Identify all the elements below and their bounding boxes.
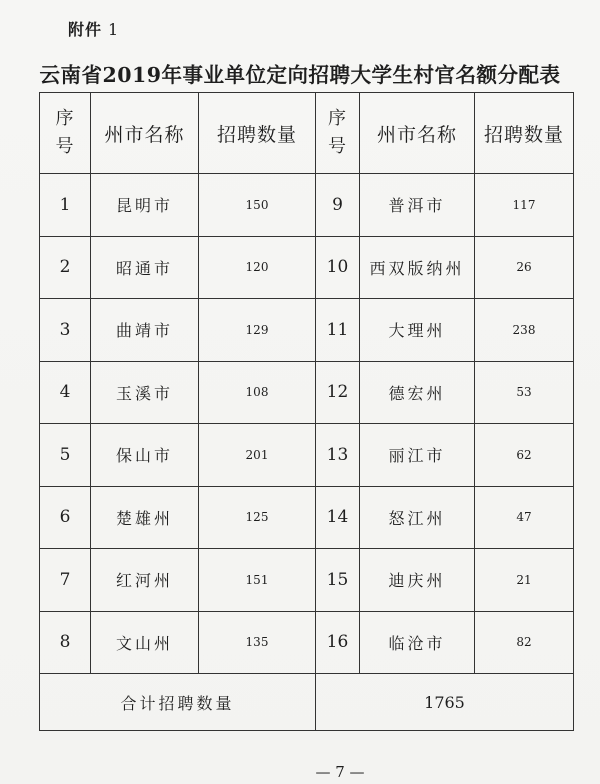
table-row	[40, 486, 574, 549]
row-city-left: 昭通市	[91, 236, 199, 299]
row-city-right: 丽江市	[360, 424, 475, 487]
row-seq-right: 13	[316, 424, 360, 487]
quota-table	[39, 92, 574, 731]
header-count-left: 招聘数量	[199, 93, 316, 174]
attachment-number: 1	[108, 20, 120, 39]
row-seq-left: 6	[40, 486, 91, 549]
row-seq-right: 15	[316, 549, 360, 612]
row-city-left: 保山市	[91, 424, 199, 487]
row-city-left: 昆明市	[91, 174, 199, 237]
row-count-left: 151	[199, 549, 316, 612]
row-count-right: 53	[475, 361, 574, 424]
table-row	[40, 299, 574, 362]
row-count-right: 62	[475, 424, 574, 487]
total-value: 1765	[316, 674, 574, 731]
row-seq-left: 3	[40, 299, 91, 362]
row-count-left: 135	[199, 611, 316, 674]
page-number: — 7 —	[315, 763, 365, 781]
row-seq-right: 14	[316, 486, 360, 549]
row-count-left: 129	[199, 299, 316, 362]
row-city-left: 红河州	[91, 549, 199, 612]
row-count-left: 120	[199, 236, 316, 299]
table-row	[40, 236, 574, 299]
row-count-right: 21	[475, 549, 574, 612]
row-seq-right: 16	[316, 611, 360, 674]
attachment-text: 附件	[68, 20, 103, 39]
header-city-left: 州市名称	[91, 93, 199, 174]
row-city-left: 文山州	[91, 611, 199, 674]
row-seq-right: 12	[316, 361, 360, 424]
row-count-right: 117	[475, 174, 574, 237]
header-seq-left: 序 号	[40, 93, 91, 174]
row-seq-left: 7	[40, 549, 91, 612]
row-seq-left: 8	[40, 611, 91, 674]
table-row	[40, 549, 574, 612]
row-city-right: 德宏州	[360, 361, 475, 424]
row-city-left: 曲靖市	[91, 299, 199, 362]
row-count-right: 26	[475, 236, 574, 299]
total-row	[40, 674, 574, 731]
row-city-right: 迪庆州	[360, 549, 475, 612]
row-city-left: 玉溪市	[91, 361, 199, 424]
row-city-right: 普洱市	[360, 174, 475, 237]
table-row	[40, 361, 574, 424]
row-count-left: 125	[199, 486, 316, 549]
row-seq-right: 10	[316, 236, 360, 299]
row-city-right: 怒江州	[360, 486, 475, 549]
row-city-left: 楚雄州	[91, 486, 199, 549]
row-count-right: 238	[475, 299, 574, 362]
row-city-right: 临沧市	[360, 611, 475, 674]
header-count-right: 招聘数量	[475, 93, 574, 174]
row-count-right: 82	[475, 611, 574, 674]
row-count-right: 47	[475, 486, 574, 549]
row-seq-left: 5	[40, 424, 91, 487]
row-count-left: 108	[199, 361, 316, 424]
table-header-row	[40, 93, 574, 174]
row-seq-left: 1	[40, 174, 91, 237]
row-seq-right: 11	[316, 299, 360, 362]
row-count-left: 201	[199, 424, 316, 487]
row-seq-left: 2	[40, 236, 91, 299]
row-seq-right: 9	[316, 174, 360, 237]
row-city-right: 大理州	[360, 299, 475, 362]
header-seq-right: 序 号	[316, 93, 360, 174]
page-title: 云南省2019年事业单位定向招聘大学生村官名额分配表	[39, 63, 561, 87]
row-seq-left: 4	[40, 361, 91, 424]
row-city-right: 西双版纳州	[360, 236, 475, 299]
attachment-label	[68, 17, 119, 40]
total-label: 合计招聘数量	[40, 674, 316, 731]
table-row	[40, 611, 574, 674]
table-row	[40, 174, 574, 237]
row-count-left: 150	[199, 174, 316, 237]
table-row	[40, 424, 574, 487]
header-city-right: 州市名称	[360, 93, 475, 174]
table-body	[40, 174, 574, 674]
